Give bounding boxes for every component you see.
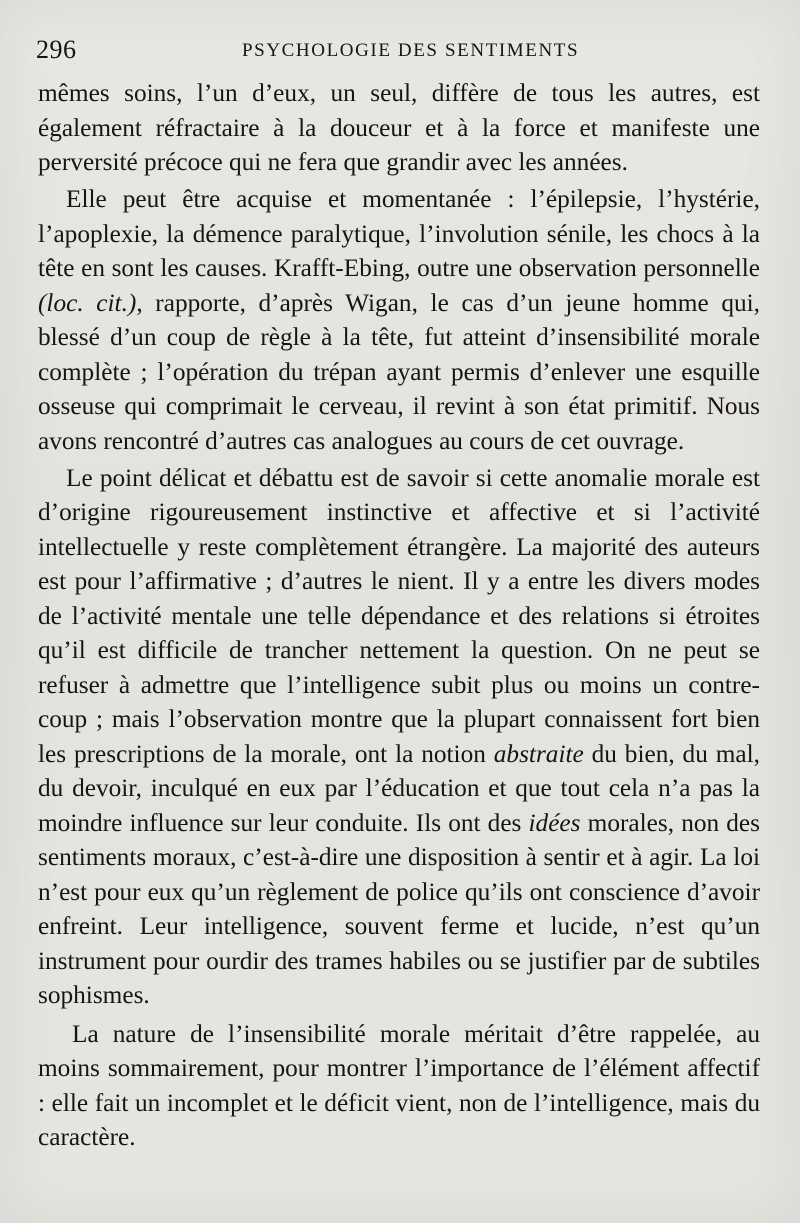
italic-word-abstraite: abstraite (493, 739, 584, 768)
paragraph-text: La nature de l’insensibilité morale méritait d’être rappelée, au moins sommairement, pour montrer l’importance de l’élément affectif : elle fait un incomplet et le déficit vient, non de l’intelligence, mais du caractère. (38, 1019, 760, 1151)
body-text (38, 76, 760, 1155)
paragraph-text-after: , rapporte, d’après Wigan, le cas d’un jeune homme qui, blessé d’un coup de règle à la tête, fut atteint d’insensibilité morale complète ; l’opération du trépan ayant permis d’enlever une esquille osseuse qui comprimait le cerveau, il revint à son état primitif. Nous avons rencontré d’autres cas analogues au cours de cet ouvrage. (38, 288, 760, 455)
paragraph-conclusion (38, 1017, 760, 1155)
paragraph-acquired (38, 182, 760, 458)
paragraph-text: morales, non des sentiments moraux, c’est-à-dire une disposition à sentir et à agir. La loi n’est pour eux qu’un règlement de police qu’ils ont conscience d’avoir enfreint. Leur intelligence, souvent ferme et lucide, n’est qu’un instrument pour ourdir des trames habiles ou se justifier par de subtiles sophismes. (38, 808, 760, 1009)
running-head: PSYCHOLOGIE DES SENTIMENTS (242, 40, 580, 61)
paragraph-text: mêmes soins, l’un d’eux, un seul, diffère de tous les autres, est également réfractaire à la douceur et à la force et manifeste une perversité précoce qui ne fera que grandir avec les années. (38, 79, 760, 176)
paragraph-continued (38, 76, 760, 180)
page-number: 296 (36, 35, 77, 64)
paragraph-text: Elle peut être acquise et momentanée : l’épilepsie, l’hystérie, l’apoplexie, la démence paralytique, l’involution sénile, les chocs à la tête en sont les causes. Krafft-Ebing, outre une observation personnelle (38, 185, 760, 282)
page-header (36, 32, 760, 68)
paragraph-text: Le point délicat et débattu est de savoir si cette anomalie morale est d’origine rigoureusement instinctive et affective et si l’activité intellectuelle y reste complètement étrangère. La majorité des auteurs est pour l’affirmative ; d’autres le nient. Il y a entre les divers modes de l’activité mentale une telle dépendance et des relations si étroites qu’il est difficile de trancher nettement la question. On ne peut se refuser à admettre que l’intelligence subit plus ou moins un contre-coup ; mais l’observation montre que la plupart connaissent fort bien les prescriptions de la morale, ont la notion (38, 463, 760, 768)
paragraph-debate (38, 461, 760, 1013)
citation-italic: (loc. cit.) (38, 288, 137, 317)
italic-word-idees: idées (528, 808, 581, 837)
paragraph-text: du bien, du mal, du devoir, inculqué en eux par l’éducation et que tout cela n’a pas la moindre influence sur leur conduite. Ils ont des (38, 739, 760, 837)
